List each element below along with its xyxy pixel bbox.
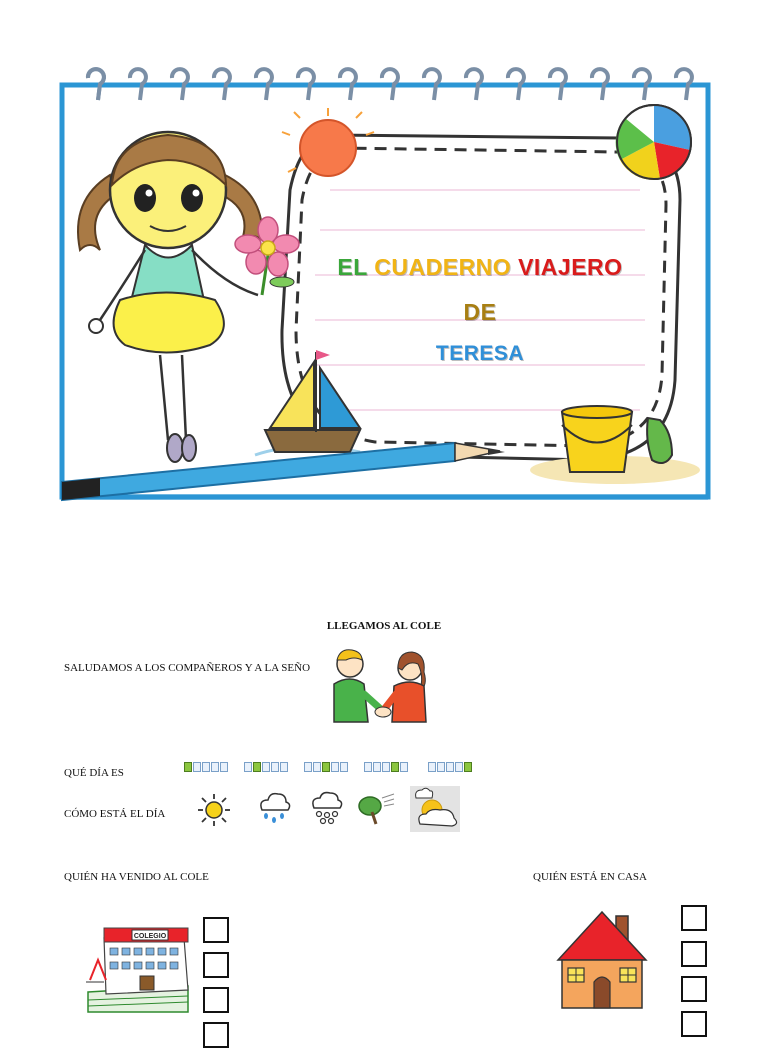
cover-illustration (0, 0, 768, 520)
school-icon (84, 920, 192, 1016)
greeting-label: SALUDAMOS A LOS COMPAÑEROS Y A LA SEÑO (64, 662, 311, 674)
worksheet-heading: LLEGAMOS AL COLE (326, 620, 442, 632)
day-label: QUÉ DÍA ES (64, 767, 124, 779)
came-label: QUIÉN HA VENIDO AL COLE (64, 871, 209, 883)
day-strip-monday[interactable] (184, 762, 228, 772)
house-icon (554, 908, 650, 1012)
cover-title-line2 (300, 299, 660, 326)
child-name: TERESA (435, 342, 525, 365)
weather-label: CÓMO ESTÁ EL DÍA (64, 808, 166, 820)
sun-icon[interactable] (196, 792, 232, 828)
handshake-icon (328, 646, 432, 726)
beach-ball-drawing (616, 105, 691, 180)
home-checkbox-2[interactable] (681, 941, 707, 967)
came-checkbox-1[interactable] (203, 917, 229, 943)
wind-icon[interactable] (356, 790, 396, 826)
partly-cloudy-icon[interactable] (410, 786, 460, 832)
title-word-el: EL (337, 254, 368, 280)
cover-title-line1 (300, 254, 660, 281)
cover-title-line3 (300, 342, 660, 366)
day-strip-friday[interactable] (428, 762, 472, 772)
title-word-de: DE (463, 299, 497, 325)
day-strip-tuesday[interactable] (244, 762, 288, 772)
came-checkbox-2[interactable] (203, 952, 229, 978)
home-checkbox-1[interactable] (681, 905, 707, 931)
day-strip-wednesday[interactable] (304, 762, 348, 772)
school-sign: COLEGIO (133, 933, 167, 940)
title-word-cuaderno: CUADERNO (374, 254, 512, 280)
home-checkbox-3[interactable] (681, 976, 707, 1002)
hail-icon[interactable] (308, 790, 344, 826)
day-strip-thursday[interactable] (364, 762, 408, 772)
title-word-viajero: VIAJERO (518, 254, 623, 280)
came-checkbox-4[interactable] (203, 1022, 229, 1048)
home-label: QUIÉN ESTÁ EN CASA (533, 871, 647, 883)
rain-icon[interactable] (256, 790, 292, 826)
came-checkbox-3[interactable] (203, 987, 229, 1013)
home-checkbox-4[interactable] (681, 1011, 707, 1037)
